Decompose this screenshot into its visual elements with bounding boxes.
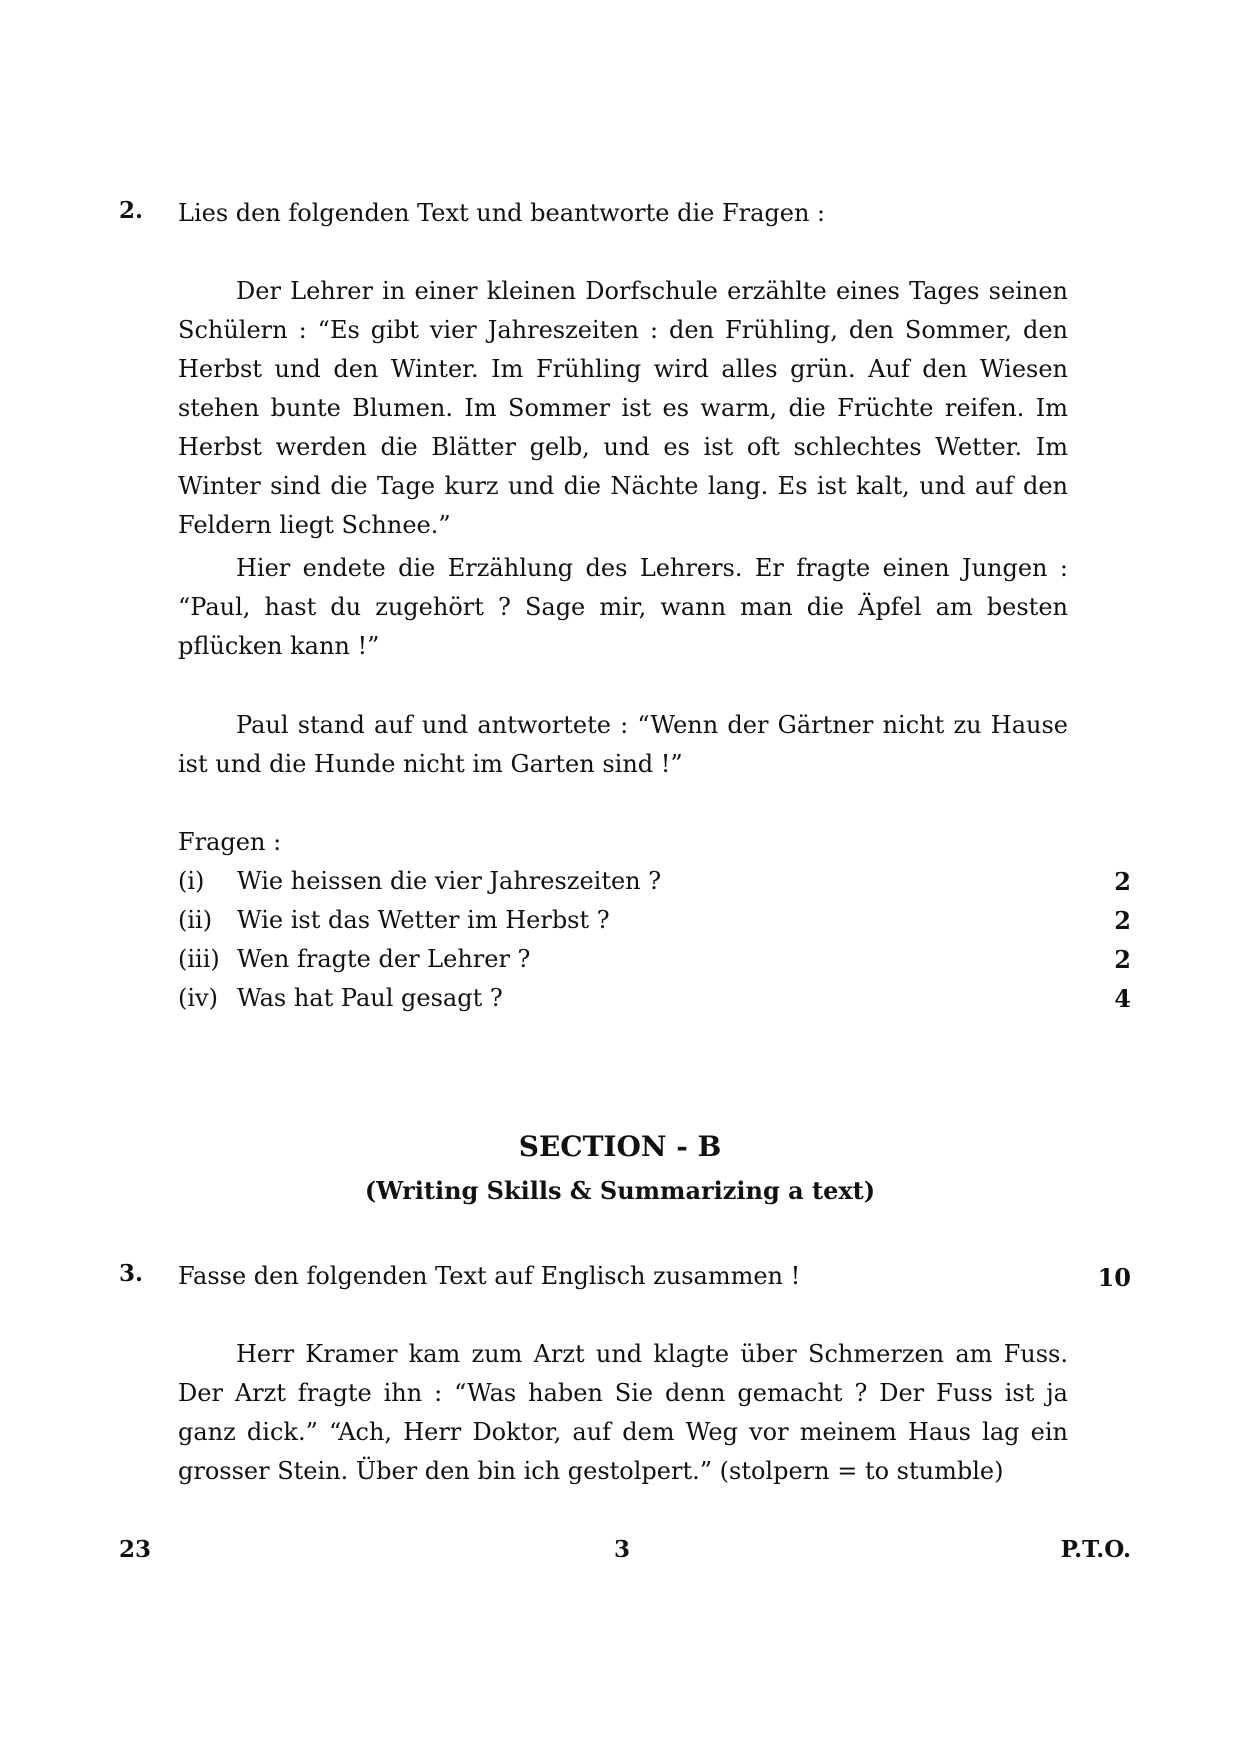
question-item bbox=[178, 901, 1131, 940]
question-3-paragraph: Herr Kramer kam zum Arzt und klagte über Schmerzen am Fuss. Der Arzt fragte ihn : “Was haben Sie denn gemacht ? Der Fuss ist ja ganz dick.” “Ach, Herr Doktor, auf dem Weg vor meinem Haus lag ein grosser Stein. Über den bin ich gestolpert.” (stolpern = to stumble) bbox=[178, 1340, 1068, 1485]
story-paragraph-1: Der Lehrer in einer kleinen Dorfschule erzählte eines Tages seinen Schülern : “Es gibt vier Jahreszeiten : den Frühling, den Sommer, den Herbst und den Winter. Im Frühling wird alles grün. Auf den Wiesen stehen bunte Blumen. Im Sommer ist es warm, die Früchte reifen. Im Herbst werden die Blätter gelb, und es ist oft schlechtes Wetter. Im Winter sind die Tage kurz und die Nächte lang. Es ist kalt, und auf den Feldern liegt Schnee.” bbox=[178, 277, 1068, 539]
section-b-subtitle: (Writing Skills & Summarizing a text) bbox=[364, 1176, 876, 1205]
question-3-marks: 10 bbox=[1097, 1263, 1131, 1292]
question-2-number: 2. bbox=[119, 197, 144, 224]
question-roman: (iii) bbox=[178, 945, 220, 973]
question-roman: (iv) bbox=[178, 984, 218, 1012]
question-text: Wie ist das Wetter im Herbst ? bbox=[237, 906, 610, 934]
story-paragraph-3: Paul stand auf und antwortete : “Wenn der Gärtner nicht zu Hause ist und die Hunde nicht im Garten sind !” bbox=[178, 711, 1068, 778]
question-marks: 2 bbox=[1114, 945, 1131, 974]
questions-heading: Fragen : bbox=[178, 828, 282, 856]
question-text: Wen fragte der Lehrer ? bbox=[237, 945, 531, 973]
question-text: Was hat Paul gesagt ? bbox=[237, 984, 503, 1012]
question-item bbox=[178, 940, 1131, 979]
question-2-instruction: Lies den folgenden Text und beantworte die Fragen : bbox=[178, 199, 826, 227]
question-3-number: 3. bbox=[119, 1260, 144, 1287]
question-item bbox=[178, 862, 1131, 901]
question-list bbox=[178, 862, 1131, 1018]
question-3-instruction: Fasse den folgenden Text auf Englisch zusammen ! bbox=[178, 1262, 801, 1290]
question-item bbox=[178, 979, 1131, 1018]
question-marks: 2 bbox=[1114, 906, 1131, 935]
story-paragraph-2: Hier endete die Erzählung des Lehrers. Er fragte einen Jungen : “Paul, hast du zugehört ? Sage mir, wann man die Äpfel am besten pflücken kann !” bbox=[178, 554, 1068, 660]
question-text: Wie heissen die vier Jahreszeiten ? bbox=[237, 867, 662, 895]
question-marks: 4 bbox=[1114, 984, 1131, 1013]
question-marks: 2 bbox=[1114, 867, 1131, 896]
footer-page-number: 3 bbox=[614, 1536, 631, 1563]
question-roman: (ii) bbox=[178, 906, 213, 934]
footer-paper-code: 23 bbox=[119, 1536, 152, 1563]
question-roman: (i) bbox=[178, 867, 205, 895]
section-b-title: SECTION - B bbox=[518, 1130, 722, 1163]
footer-pto: P.T.O. bbox=[1060, 1536, 1131, 1563]
